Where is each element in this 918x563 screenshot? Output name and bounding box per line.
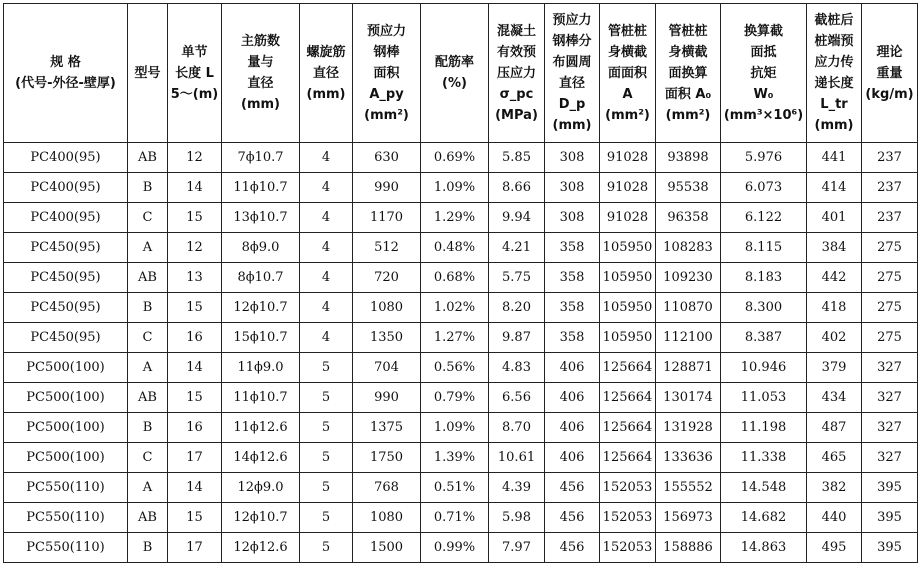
table-cell: PC450(95) [4, 233, 128, 263]
table-cell: 108283 [656, 233, 721, 263]
table-cell: PC450(95) [4, 293, 128, 323]
header-line: (mm) [814, 118, 854, 133]
header-converted-area [656, 4, 721, 143]
table-cell: 275 [862, 293, 918, 323]
table-cell: 0.68% [421, 263, 489, 293]
table-cell: 442 [807, 263, 862, 293]
header-line: 规 格 [50, 55, 81, 70]
table-cell: 465 [807, 443, 862, 473]
table-cell: 93898 [656, 143, 721, 173]
table-cell: AB [128, 143, 168, 173]
table-cell: 13ϕ10.7 [222, 203, 300, 233]
table-cell: 14ϕ12.6 [222, 443, 300, 473]
table-cell: 0.51% [421, 473, 489, 503]
header-line: 压应力 [496, 65, 536, 81]
table-cell: 15 [168, 503, 222, 533]
header-moment [721, 4, 807, 143]
table-cell: 1500 [353, 533, 421, 563]
table-cell: 158886 [656, 533, 721, 563]
header-line: 预应力 [366, 23, 406, 39]
header-row [4, 4, 918, 143]
table-cell: 1750 [353, 443, 421, 473]
table-cell: 440 [807, 503, 862, 533]
table-cell: 358 [545, 233, 600, 263]
header-line: 截桩后 [814, 13, 854, 28]
table-cell: 15 [168, 293, 222, 323]
header-model [128, 4, 168, 143]
header-line: 直径 [247, 76, 274, 91]
table-cell: 14 [168, 173, 222, 203]
table-cell: 495 [807, 533, 862, 563]
table-cell: 112100 [656, 323, 721, 353]
table-cell: AB [128, 263, 168, 293]
table-cell: 6.073 [721, 173, 807, 203]
table-cell: 91028 [600, 203, 656, 233]
table-cell: PC550(110) [4, 533, 128, 563]
table-cell: 152053 [600, 533, 656, 563]
table-cell: 15 [168, 383, 222, 413]
table-row [4, 203, 918, 233]
table-cell: PC400(95) [4, 173, 128, 203]
table-row [4, 173, 918, 203]
table-cell: 1375 [353, 413, 421, 443]
table-cell: 4.21 [489, 233, 545, 263]
header-line: 面面积 [607, 65, 647, 81]
table-cell: 12ϕ12.6 [222, 533, 300, 563]
header-line: 钢棒 [373, 44, 400, 60]
table-cell: 4 [300, 323, 353, 353]
table-cell: 990 [353, 383, 421, 413]
header-spiral [300, 4, 353, 143]
table-row [4, 443, 918, 473]
table-cell: 512 [353, 233, 421, 263]
table-cell: 406 [545, 413, 600, 443]
table-cell: B [128, 173, 168, 203]
table-cell: 379 [807, 353, 862, 383]
table-cell: 4 [300, 143, 353, 173]
table-cell: 456 [545, 473, 600, 503]
table-cell: 105950 [600, 263, 656, 293]
table-cell: 237 [862, 203, 918, 233]
table-cell: 12 [168, 143, 222, 173]
table-cell: 11ϕ10.7 [222, 173, 300, 203]
table-cell: 1.09% [421, 173, 489, 203]
table-cell: A [128, 353, 168, 383]
table-cell: 14.682 [721, 503, 807, 533]
table-row [4, 293, 918, 323]
table-cell: 7.97 [489, 533, 545, 563]
table-cell: 8ϕ10.7 [222, 263, 300, 293]
header-line: 长度 L [175, 65, 214, 81]
table-cell: 382 [807, 473, 862, 503]
table-cell: 1080 [353, 503, 421, 533]
table-cell: 327 [862, 353, 918, 383]
table-cell: 0.48% [421, 233, 489, 263]
table-cell: 4.39 [489, 473, 545, 503]
table-cell: 6.122 [721, 203, 807, 233]
table-cell: B [128, 413, 168, 443]
table-body [4, 143, 918, 563]
header-spec [4, 4, 128, 143]
table-cell: 125664 [600, 353, 656, 383]
header-line: 理论 [876, 44, 903, 60]
header-line: 配筋率 [434, 55, 474, 70]
table-cell: AB [128, 383, 168, 413]
table-cell: 10.61 [489, 443, 545, 473]
table-cell: 110870 [656, 293, 721, 323]
table-cell: 327 [862, 443, 918, 473]
table-cell: PC550(110) [4, 473, 128, 503]
table-cell: 12ϕ10.7 [222, 503, 300, 533]
table-cell: PC550(110) [4, 503, 128, 533]
header-line: W₀ [753, 86, 774, 102]
header-line: (mm³×10⁶) [723, 107, 804, 123]
table-row [4, 353, 918, 383]
table-cell: 5 [300, 413, 353, 443]
table-cell: PC450(95) [4, 263, 128, 293]
table-cell: 275 [862, 323, 918, 353]
table-cell: AB [128, 503, 168, 533]
table-cell: 414 [807, 173, 862, 203]
table-cell: 130174 [656, 383, 721, 413]
table-cell: 5.976 [721, 143, 807, 173]
table-cell: 5 [300, 473, 353, 503]
header-steel-area [353, 4, 421, 143]
table-cell: 17 [168, 443, 222, 473]
table-cell: C [128, 443, 168, 473]
table-cell: 5 [300, 503, 353, 533]
table-cell: 5.75 [489, 263, 545, 293]
header-line: 抗矩 [750, 65, 777, 81]
table-cell: 8.387 [721, 323, 807, 353]
table-cell: 720 [353, 263, 421, 293]
table-cell: 156973 [656, 503, 721, 533]
table-cell: 395 [862, 473, 918, 503]
header-line: (mm) [306, 86, 346, 102]
header-transfer-length [807, 4, 862, 143]
header-line: 单节 [181, 44, 208, 60]
table-row [4, 383, 918, 413]
table-row [4, 533, 918, 563]
table-cell: 402 [807, 323, 862, 353]
table-cell: 1.29% [421, 203, 489, 233]
table-cell: PC450(95) [4, 323, 128, 353]
header-line: 换算截 [743, 23, 783, 39]
header-line: 面积 [373, 65, 400, 81]
table-cell: 384 [807, 233, 862, 263]
table-cell: 14 [168, 473, 222, 503]
table-cell: PC400(95) [4, 203, 128, 233]
table-cell: 406 [545, 383, 600, 413]
table-cell: C [128, 203, 168, 233]
header-bar-diameter [545, 4, 600, 143]
table-cell: 8.66 [489, 173, 545, 203]
table-row [4, 143, 918, 173]
header-line: 钢棒分 [552, 34, 592, 49]
table-cell: 395 [862, 533, 918, 563]
table-cell: 0.56% [421, 353, 489, 383]
table-cell: 1.02% [421, 293, 489, 323]
table-cell: 4.83 [489, 353, 545, 383]
table-cell: 12ϕ9.0 [222, 473, 300, 503]
header-line: (%) [442, 76, 467, 91]
table-row [4, 323, 918, 353]
header-line: A_py [369, 86, 404, 102]
table-cell: 1080 [353, 293, 421, 323]
table-cell: 237 [862, 173, 918, 203]
table-cell: 14.863 [721, 533, 807, 563]
table-cell: 308 [545, 203, 600, 233]
table-cell: 406 [545, 353, 600, 383]
header-weight [862, 4, 918, 143]
table-cell: 308 [545, 143, 600, 173]
table-cell: 5.98 [489, 503, 545, 533]
table-cell: 4 [300, 203, 353, 233]
header-section-area [600, 4, 656, 143]
header-line: 型号 [134, 65, 161, 81]
table-cell: 0.79% [421, 383, 489, 413]
table-cell: 91028 [600, 173, 656, 203]
table-cell: 105950 [600, 293, 656, 323]
pile-spec-table [3, 3, 918, 563]
header-line: A [622, 86, 633, 102]
header-line: 混凝土 [496, 23, 536, 39]
header-line: 面抵 [750, 44, 777, 60]
table-cell: 11.053 [721, 383, 807, 413]
header-line: 5～(m) [170, 86, 219, 102]
table-row [4, 503, 918, 533]
table-cell: 125664 [600, 413, 656, 443]
table-row [4, 413, 918, 443]
table-cell: 11.338 [721, 443, 807, 473]
table-cell: 0.71% [421, 503, 489, 533]
header-line: (代号-外径-壁厚) [15, 76, 116, 91]
table-cell: PC400(95) [4, 143, 128, 173]
header-line: (mm²) [605, 107, 650, 123]
table-cell: 125664 [600, 443, 656, 473]
header-line: 身横截 [607, 44, 647, 60]
table-cell: PC500(100) [4, 443, 128, 473]
table-cell: 15ϕ10.7 [222, 323, 300, 353]
table-cell: 17 [168, 533, 222, 563]
table-cell: 128871 [656, 353, 721, 383]
table-cell: 358 [545, 323, 600, 353]
table-cell: 401 [807, 203, 862, 233]
header-line: σ_pc [499, 86, 534, 102]
table-cell: 434 [807, 383, 862, 413]
table-cell: 4 [300, 173, 353, 203]
table-cell: 91028 [600, 143, 656, 173]
header-line: 管桩桩 [668, 23, 708, 39]
table-cell: 5 [300, 443, 353, 473]
table-cell: 237 [862, 143, 918, 173]
table-cell: 96358 [656, 203, 721, 233]
table-cell: PC500(100) [4, 353, 128, 383]
header-line: 应力传 [814, 55, 854, 70]
header-ratio [421, 4, 489, 143]
table-cell: 487 [807, 413, 862, 443]
table-cell: 12 [168, 233, 222, 263]
table-cell: 358 [545, 293, 600, 323]
header-line: 重量 [876, 65, 903, 81]
header-line: 管桩桩 [607, 23, 647, 39]
table-cell: PC500(100) [4, 413, 128, 443]
table-cell: A [128, 233, 168, 263]
header-line: 身横截 [668, 44, 708, 60]
table-cell: 13 [168, 263, 222, 293]
table-cell: B [128, 533, 168, 563]
header-line: (mm) [241, 97, 280, 112]
header-line: 面积 A₀ [664, 86, 712, 102]
table-cell: 8.20 [489, 293, 545, 323]
table-cell: 8.70 [489, 413, 545, 443]
table-cell: 131928 [656, 413, 721, 443]
table-cell: 704 [353, 353, 421, 383]
table-cell: 155552 [656, 473, 721, 503]
header-line: L_tr [820, 97, 848, 112]
header-line: (kg/m) [865, 86, 914, 102]
table-cell: 1350 [353, 323, 421, 353]
header-line: (MPa) [495, 107, 538, 123]
table-cell: 15 [168, 203, 222, 233]
table-cell: 11ϕ12.6 [222, 413, 300, 443]
table-cell: 1170 [353, 203, 421, 233]
table-cell: 109230 [656, 263, 721, 293]
table-cell: C [128, 323, 168, 353]
table-cell: 418 [807, 293, 862, 323]
table-cell: 12ϕ10.7 [222, 293, 300, 323]
table-cell: 9.87 [489, 323, 545, 353]
table-cell: 327 [862, 383, 918, 413]
table-row [4, 233, 918, 263]
table-cell: 7ϕ10.7 [222, 143, 300, 173]
table-cell: 8.183 [721, 263, 807, 293]
table-cell: 14 [168, 353, 222, 383]
table-cell: 768 [353, 473, 421, 503]
table-cell: 14.548 [721, 473, 807, 503]
table-cell: 990 [353, 173, 421, 203]
header-line: 直径 D_p [558, 76, 586, 112]
table-cell: 105950 [600, 233, 656, 263]
table-cell: B [128, 293, 168, 323]
header-line: (mm²) [364, 107, 409, 123]
table-cell: 8.300 [721, 293, 807, 323]
table-cell: 358 [545, 263, 600, 293]
table-cell: 5.85 [489, 143, 545, 173]
header-line: (mm) [552, 118, 592, 133]
table-cell: A [128, 473, 168, 503]
table-cell: 5 [300, 383, 353, 413]
table-cell: 406 [545, 443, 600, 473]
table-cell: 6.56 [489, 383, 545, 413]
table-cell: 327 [862, 413, 918, 443]
table-cell: 11.198 [721, 413, 807, 443]
table-cell: 95538 [656, 173, 721, 203]
table-cell: 9.94 [489, 203, 545, 233]
table-cell: 4 [300, 263, 353, 293]
table-cell: 0.69% [421, 143, 489, 173]
header-line: (mm²) [665, 107, 711, 123]
table-cell: 5 [300, 533, 353, 563]
header-line: 递长度 [814, 76, 854, 91]
table-cell: 8.115 [721, 233, 807, 263]
header-line: 布圆周 [552, 55, 592, 70]
header-line: 螺旋筋 [306, 44, 346, 60]
table-cell: 1.39% [421, 443, 489, 473]
table-cell: 152053 [600, 503, 656, 533]
table-row [4, 473, 918, 503]
header-line: 有效预 [496, 44, 536, 60]
table-cell: 630 [353, 143, 421, 173]
header-main-bars [222, 4, 300, 143]
table-cell: 0.99% [421, 533, 489, 563]
table-cell: 8ϕ9.0 [222, 233, 300, 263]
table-cell: 1.27% [421, 323, 489, 353]
table-cell: 152053 [600, 473, 656, 503]
header-prestress [489, 4, 545, 143]
header-line: 直径 [312, 65, 339, 81]
header-line: 预应力 [552, 13, 592, 28]
table-cell: 4 [300, 233, 353, 263]
table-cell: 125664 [600, 383, 656, 413]
table-cell: 275 [862, 233, 918, 263]
table-cell: 456 [545, 533, 600, 563]
header-line: 面换算 [668, 65, 708, 81]
table-cell: 10.946 [721, 353, 807, 383]
table-row [4, 263, 918, 293]
table-cell: 456 [545, 503, 600, 533]
table-cell: 395 [862, 503, 918, 533]
header-length [168, 4, 222, 143]
table-cell: PC500(100) [4, 383, 128, 413]
table-cell: 308 [545, 173, 600, 203]
table-cell: 5 [300, 353, 353, 383]
table-cell: 275 [862, 263, 918, 293]
header-line: 量与 [247, 55, 274, 70]
table-cell: 1.09% [421, 413, 489, 443]
table-cell: 11ϕ10.7 [222, 383, 300, 413]
table-cell: 441 [807, 143, 862, 173]
table-cell: 16 [168, 323, 222, 353]
table-cell: 11ϕ9.0 [222, 353, 300, 383]
table-cell: 133636 [656, 443, 721, 473]
table-cell: 105950 [600, 323, 656, 353]
header-line: 主筋数 [240, 34, 280, 49]
table-cell: 4 [300, 293, 353, 323]
header-line: 桩端预 [814, 34, 854, 49]
table-cell: 16 [168, 413, 222, 443]
